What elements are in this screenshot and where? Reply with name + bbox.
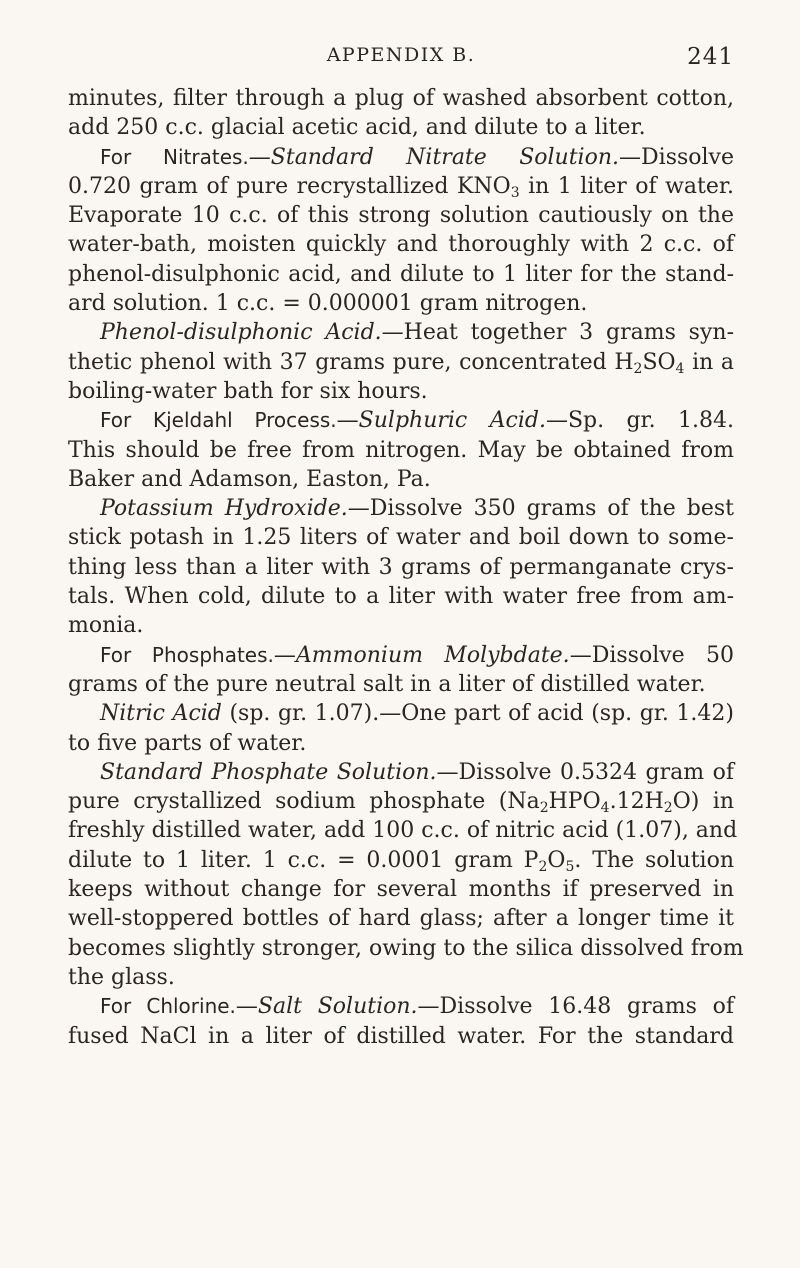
text-line: This should be free from nitrogen. May be obtained from — [68, 437, 734, 463]
section-heading: For Chlorine. — [100, 994, 236, 1019]
subscript: 2 — [633, 360, 643, 377]
text-line: minutes, filter through a plug of washed absorbent cotton, — [68, 86, 734, 111]
text-line: water-bath, moisten quickly and thoroughly with 2 c.c. of — [68, 232, 734, 258]
text-line: keeps without change for several months if preserved in — [68, 877, 734, 903]
reagent-name: Sulphuric Acid. — [358, 408, 546, 434]
paragraph-potassium — [68, 494, 734, 523]
section-heading: For Nitrates. — [100, 144, 249, 169]
section-kjeldahl — [68, 406, 734, 435]
dash: — — [248, 144, 271, 170]
dash: — — [545, 408, 568, 434]
dash: — — [381, 320, 404, 346]
subscript: 2 — [539, 800, 549, 817]
text-run: (sp. gr. 1.07).—One part of acid (sp. gr. 1.42) — [221, 701, 734, 727]
text-run: Heat together 3 grams syn- — [403, 320, 734, 346]
text-line: tals. When cold, dilute to a liter with water free from am- — [68, 584, 734, 610]
text-run: . The solution — [574, 847, 735, 873]
subscript: 2 — [663, 800, 673, 817]
reagent-name: Phenol-disulphonic Acid. — [100, 320, 382, 346]
text-line: freshly distilled water, add 100 c.c. of nitric acid (1.07), and — [68, 818, 738, 844]
reagent-name: Salt Solution. — [257, 994, 418, 1020]
section-heading: For Phosphates. — [100, 642, 274, 667]
section-nitrates — [68, 143, 734, 172]
running-head — [68, 44, 734, 74]
paragraph-phenol — [68, 318, 734, 347]
dash: — — [347, 496, 370, 522]
text-line: add 250 c.c. glacial acetic acid, and dilute to a liter. — [68, 115, 646, 141]
text-run: dilute to 1 liter. 1 c.c. = 0.0001 gram P — [68, 847, 539, 873]
dash: — — [569, 642, 592, 668]
text-line: ard solution. 1 c.c. = 0.000001 gram nitrogen. — [68, 291, 588, 317]
text-run: Dissolve — [641, 144, 734, 170]
section-chlorine — [68, 992, 734, 1021]
text-line: to five parts of water. — [68, 730, 307, 756]
reagent-name: Ammonium Molybdate. — [295, 642, 570, 668]
dash: — — [235, 994, 258, 1020]
text-run: thetic phenol with 37 grams pure, concentrated H — [68, 349, 634, 375]
section-phosphates — [68, 641, 734, 670]
text-run: 0.720 gram of pure recrystallized KNO — [68, 173, 511, 199]
text-line: becomes slightly stronger, owing to the silica dissolved from — [68, 935, 744, 961]
text-run: Dissolve 16.48 grams of — [439, 994, 734, 1020]
text-run: O) in — [672, 789, 734, 815]
subscript: 5 — [565, 858, 575, 875]
reagent-name: Standard Nitrate Solution. — [270, 144, 620, 170]
text-line — [68, 348, 734, 377]
text-run: pure crystallized sodium phosphate (Na — [68, 789, 540, 815]
text-line — [68, 787, 734, 816]
text-line: the glass. — [68, 964, 175, 990]
running-head-title: APPENDIX B. — [326, 44, 476, 66]
text-run: SO — [642, 349, 676, 375]
text-line: stick potash in 1.25 liters of water and boil down to some- — [68, 525, 734, 551]
text-line: grams of the pure neutral salt in a liter of distilled water. — [68, 671, 706, 697]
reagent-name: Potassium Hydroxide. — [100, 496, 348, 522]
subscript: 3 — [510, 184, 520, 201]
dash: — — [273, 642, 296, 668]
paragraph-nitric — [68, 699, 734, 728]
text-line — [68, 846, 734, 875]
dash: — — [336, 408, 359, 434]
text-run: in 1 liter of water. — [519, 173, 734, 199]
section-heading: For Kjeldahl Process. — [100, 408, 337, 433]
text-line: fused NaCl in a liter of distilled water. For the standard — [68, 1023, 734, 1049]
subscript: 4 — [675, 360, 685, 377]
subscript: 2 — [538, 858, 548, 875]
dash: — — [417, 994, 440, 1020]
text-line: phenol-disulphonic acid, and dilute to 1 liter for the stand- — [68, 261, 734, 287]
text-run: Dissolve 50 — [591, 642, 734, 668]
body-text — [68, 84, 744, 1051]
text-run: in a — [684, 349, 734, 375]
text-run: O — [547, 847, 566, 873]
text-run: Sp. gr. 1.84. — [567, 408, 734, 434]
reagent-name: Standard Phosphate Solution. — [100, 759, 437, 785]
text-run: Dissolve 350 grams of the best — [369, 496, 734, 522]
text-run: Dissolve 0.5324 gram of — [458, 759, 734, 785]
page-number: 241 — [687, 44, 734, 70]
text-line: boiling-water bath for six hours. — [68, 378, 428, 404]
text-run: .12H — [609, 789, 664, 815]
text-run: HPO — [548, 789, 601, 815]
dash: — — [619, 144, 642, 170]
text-line: Evaporate 10 c.c. of this strong solution cautiously on the — [68, 203, 734, 229]
text-line: Baker and Adamson, Easton, Pa. — [68, 466, 431, 492]
reagent-name: Nitric Acid — [100, 701, 222, 727]
dash: — — [436, 759, 459, 785]
paragraph-std-phosphate — [68, 758, 734, 787]
text-line: well-stoppered bottles of hard glass; after a longer time it — [68, 906, 734, 932]
text-line: monia. — [68, 613, 144, 639]
text-line — [68, 172, 734, 201]
subscript: 4 — [600, 800, 610, 817]
text-line: thing less than a liter with 3 grams of permanganate crys- — [68, 554, 734, 580]
